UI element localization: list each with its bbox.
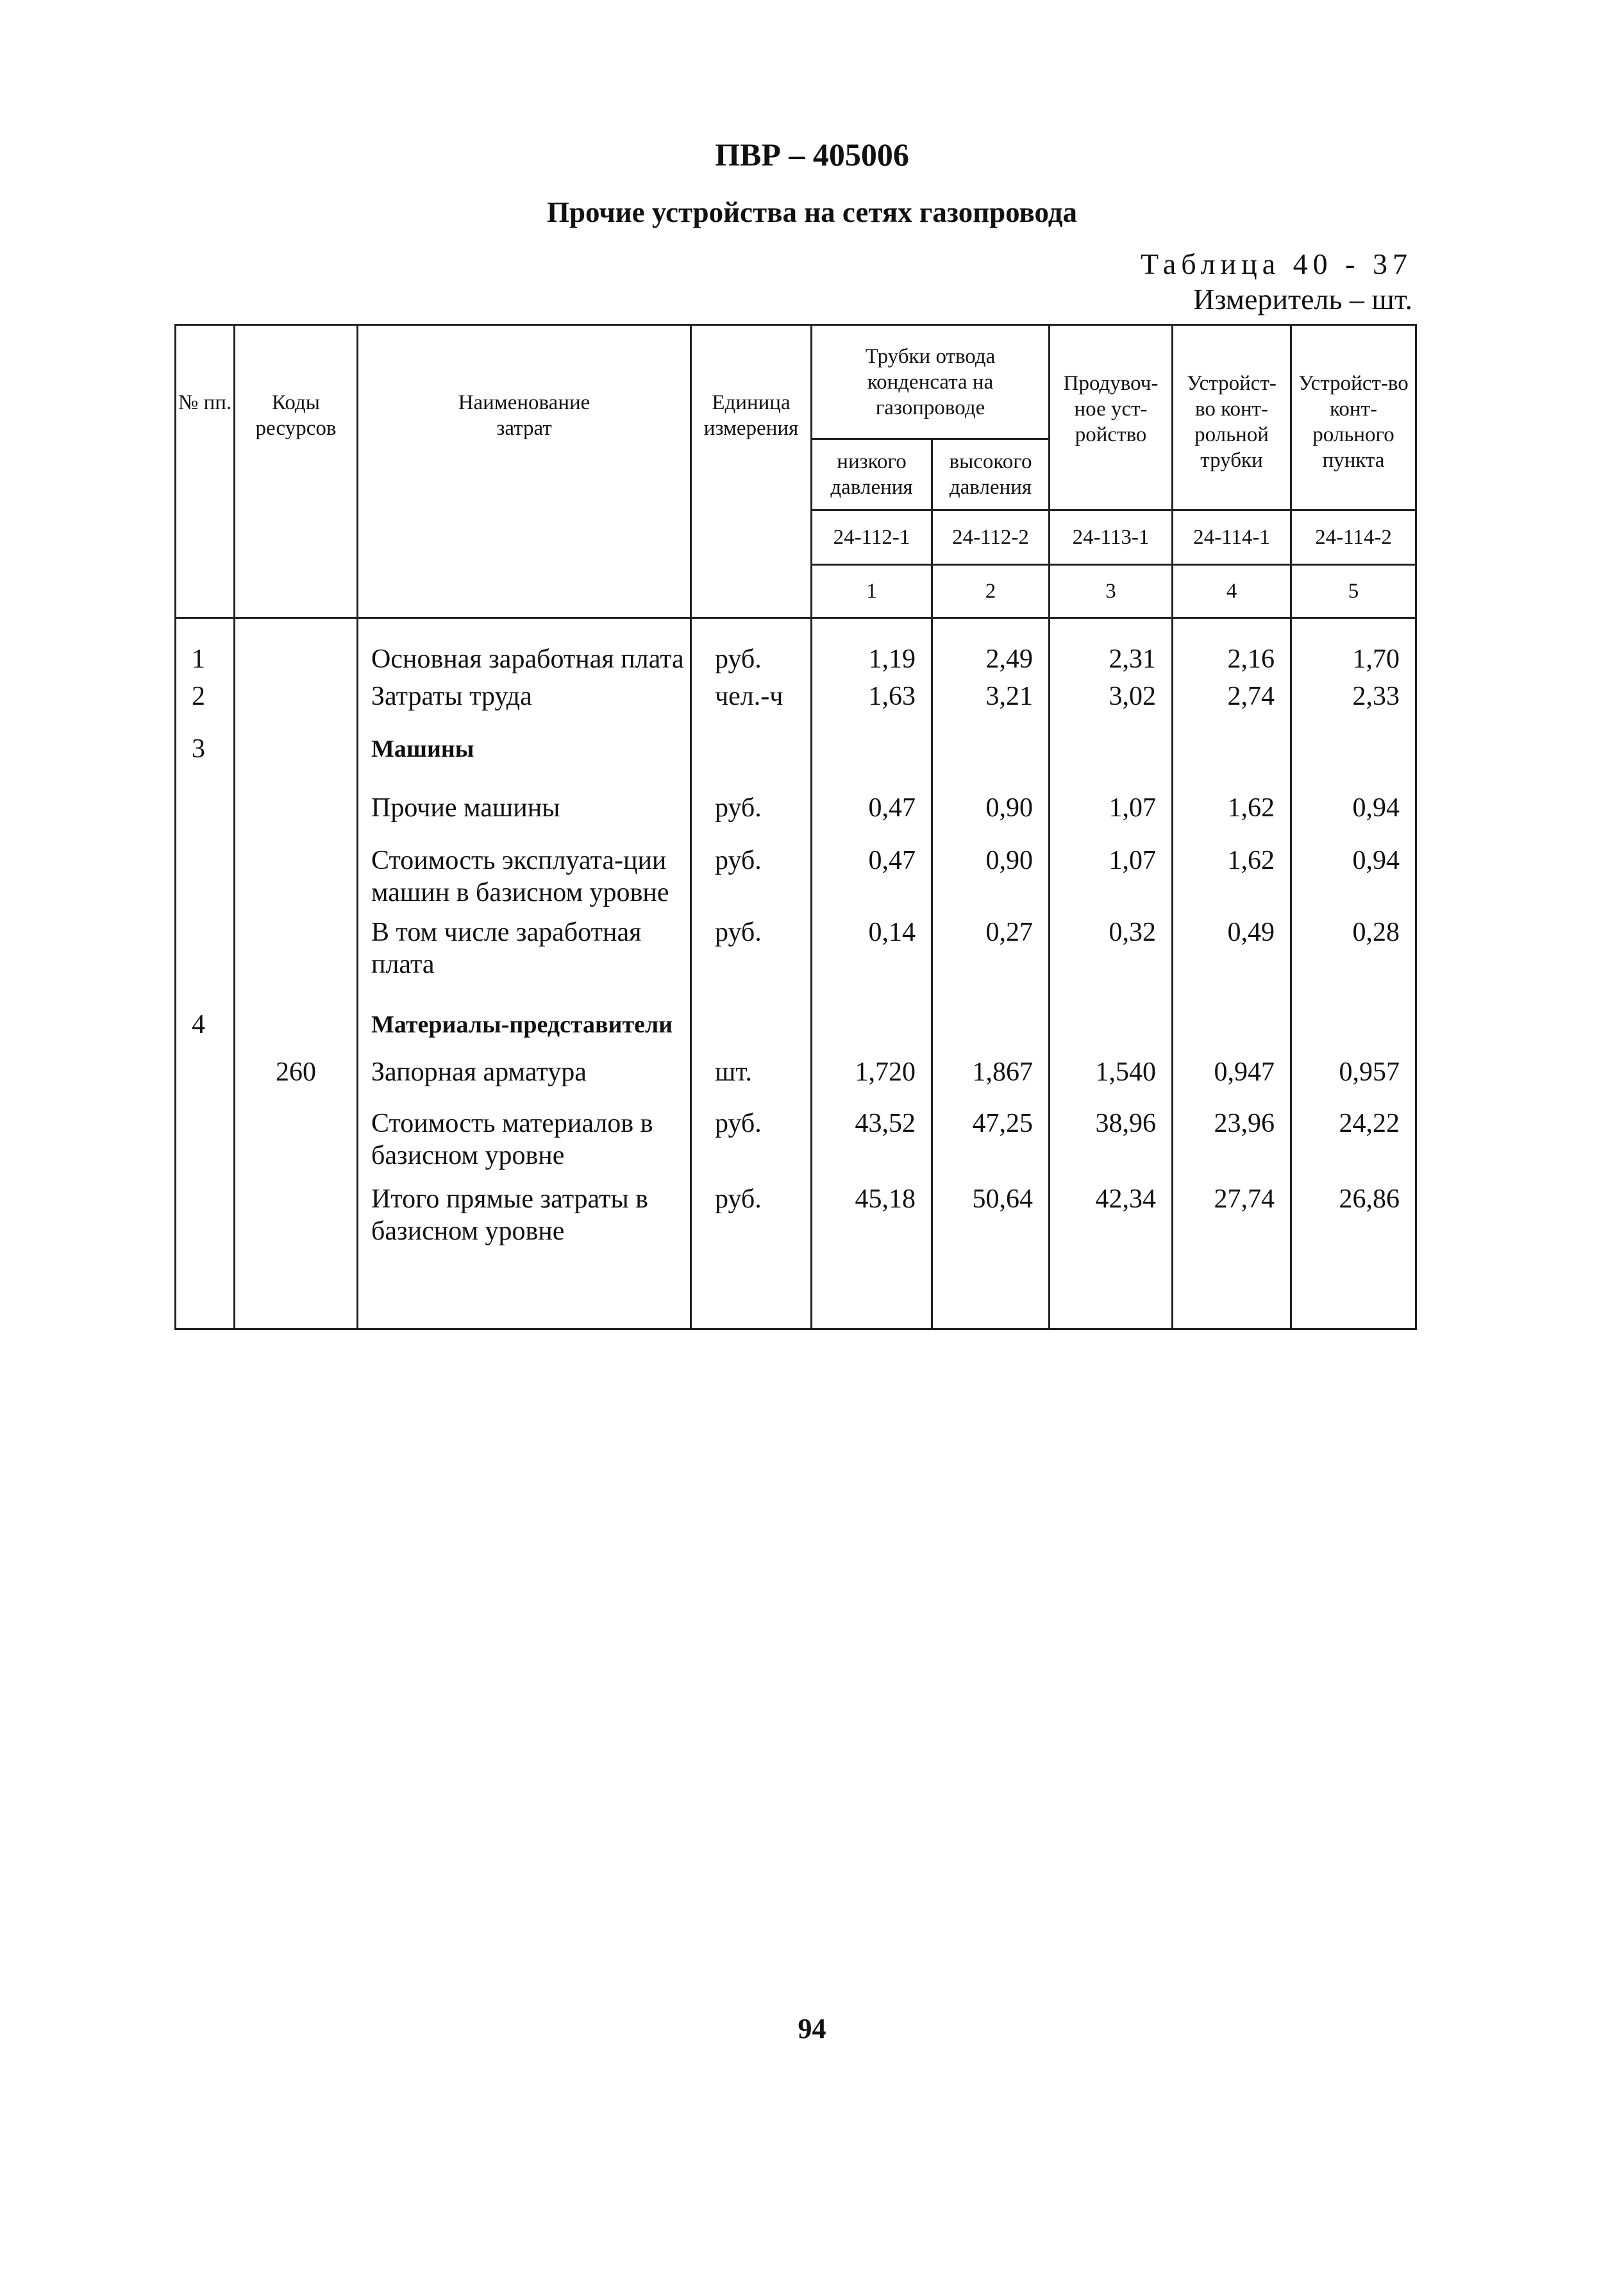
- row-value-2: 0,90: [932, 775, 1050, 833]
- row-unit: руб.: [691, 1095, 812, 1172]
- row-num: [176, 1046, 235, 1095]
- row-value-1: [812, 721, 932, 775]
- header-index-3: 3: [1050, 565, 1173, 618]
- row-unit: [691, 989, 812, 1046]
- row-value-4: 2,16: [1173, 618, 1291, 676]
- table-row: [176, 618, 1416, 676]
- header-unit: Единица измерения: [691, 325, 812, 618]
- row-value-4: 23,96: [1173, 1095, 1291, 1172]
- row-num: 3: [176, 721, 235, 775]
- row-num: 1: [176, 618, 235, 676]
- row-value-4: 1,62: [1173, 833, 1291, 909]
- row-value-3: 38,96: [1050, 1095, 1173, 1172]
- row-code: [235, 1095, 358, 1172]
- row-num: [176, 833, 235, 909]
- row-code: [235, 909, 358, 989]
- header-index-5: 5: [1291, 565, 1416, 618]
- row-value-2: 0,90: [932, 833, 1050, 909]
- row-value-1: 45,18: [812, 1172, 932, 1329]
- row-value-3: 1,07: [1050, 833, 1173, 909]
- row-value-2: 3,21: [932, 675, 1050, 721]
- row-code: [235, 618, 358, 676]
- row-num: 4: [176, 989, 235, 1046]
- row-num: [176, 775, 235, 833]
- row-value-5: 0,94: [1291, 775, 1416, 833]
- header-index-2: 2: [932, 565, 1050, 618]
- row-value-1: 1,19: [812, 618, 932, 676]
- document-title: ПВР – 405006: [715, 137, 909, 173]
- row-value-3: [1050, 721, 1173, 775]
- table-row: [176, 675, 1416, 721]
- row-value-5: 26,86: [1291, 1172, 1416, 1329]
- row-num: [176, 1172, 235, 1329]
- row-value-5: 1,70: [1291, 618, 1416, 676]
- row-value-1: [812, 989, 932, 1046]
- row-value-2: 47,25: [932, 1095, 1050, 1172]
- header-purge: Продувоч-ное уст-ройство: [1050, 325, 1173, 510]
- table-row: [176, 1172, 1416, 1329]
- header-low-pressure: низкого давления: [812, 439, 932, 510]
- header-code-2: 24-112-2: [932, 510, 1050, 565]
- row-num: [176, 909, 235, 989]
- row-value-3: 0,32: [1050, 909, 1173, 989]
- table-row: [176, 1046, 1416, 1095]
- row-value-3: [1050, 989, 1173, 1046]
- row-value-2: 50,64: [932, 1172, 1050, 1329]
- row-value-1: 0,47: [812, 833, 932, 909]
- row-unit: шт.: [691, 1046, 812, 1095]
- row-name: Материалы-представители: [358, 989, 691, 1046]
- header-code-5: 24-114-2: [1291, 510, 1416, 565]
- row-value-5: [1291, 989, 1416, 1046]
- row-code: [235, 1172, 358, 1329]
- table-unit: Измеритель – шт.: [1193, 283, 1412, 316]
- row-value-3: 1,07: [1050, 775, 1173, 833]
- table-row: [176, 775, 1416, 833]
- row-value-5: 0,28: [1291, 909, 1416, 989]
- row-value-4: 1,62: [1173, 775, 1291, 833]
- row-unit: руб.: [691, 1172, 812, 1329]
- row-unit: [691, 721, 812, 775]
- table-row: [176, 1095, 1416, 1172]
- row-value-4: 27,74: [1173, 1172, 1291, 1329]
- row-name: Запорная арматура: [358, 1046, 691, 1095]
- row-value-5: 2,33: [1291, 675, 1416, 721]
- row-code: [235, 833, 358, 909]
- table-row: [176, 833, 1416, 909]
- header-num: № пп.: [176, 325, 235, 618]
- table-row: [176, 909, 1416, 989]
- row-unit: чел.-ч: [691, 675, 812, 721]
- row-unit: руб.: [691, 833, 812, 909]
- table-header: [176, 325, 1416, 618]
- document-subtitle: Прочие устройства на сетях газопровода: [546, 196, 1078, 228]
- header-index-1: 1: [812, 565, 932, 618]
- row-value-2: 1,867: [932, 1046, 1050, 1095]
- row-name: Прочие машины: [358, 775, 691, 833]
- row-value-4: 0,947: [1173, 1046, 1291, 1095]
- header-code-4: 24-114-1: [1173, 510, 1291, 565]
- row-value-3: 42,34: [1050, 1172, 1173, 1329]
- row-value-5: 0,957: [1291, 1046, 1416, 1095]
- row-name: Машины: [358, 721, 691, 775]
- table-label: Таблица 40 - 37: [1140, 248, 1412, 280]
- row-value-2: [932, 989, 1050, 1046]
- row-value-1: 1,720: [812, 1046, 932, 1095]
- row-name: В том числе заработная плата: [358, 909, 691, 989]
- header-high-pressure: высокого давления: [932, 439, 1050, 510]
- row-name: Основная заработная плата: [358, 618, 691, 676]
- header-code-1: 24-112-1: [812, 510, 932, 565]
- row-unit: руб.: [691, 618, 812, 676]
- row-value-3: 3,02: [1050, 675, 1173, 721]
- header-group-condensate: Трубки отвода конденсата на газопроводе: [812, 325, 1050, 439]
- row-unit: руб.: [691, 775, 812, 833]
- header-code-3: 24-113-1: [1050, 510, 1173, 565]
- row-value-5: [1291, 721, 1416, 775]
- row-value-2: 2,49: [932, 618, 1050, 676]
- row-value-5: 0,94: [1291, 833, 1416, 909]
- row-name: Итого прямые затраты в базисном уровне: [358, 1172, 691, 1329]
- table-row: [176, 989, 1416, 1046]
- row-value-1: 1,63: [812, 675, 932, 721]
- header-control-tube: Устройст-во конт-рольной трубки: [1173, 325, 1291, 510]
- row-value-1: 0,14: [812, 909, 932, 989]
- row-unit: руб.: [691, 909, 812, 989]
- row-value-4: [1173, 989, 1291, 1046]
- header-codes: Коды ресурсов: [235, 325, 358, 618]
- table-row: [176, 721, 1416, 775]
- cost-table: [174, 324, 1417, 1330]
- row-value-3: 1,540: [1050, 1046, 1173, 1095]
- row-code: [235, 675, 358, 721]
- row-value-1: 0,47: [812, 775, 932, 833]
- row-value-4: [1173, 721, 1291, 775]
- row-code: 260: [235, 1046, 358, 1095]
- row-value-4: 2,74: [1173, 675, 1291, 721]
- header-index-4: 4: [1173, 565, 1291, 618]
- row-value-3: 2,31: [1050, 618, 1173, 676]
- row-num: [176, 1095, 235, 1172]
- row-code: [235, 721, 358, 775]
- row-num: 2: [176, 675, 235, 721]
- row-name: Стоимость эксплуата-ции машин в базисном уровне: [358, 833, 691, 909]
- row-value-2: 0,27: [932, 909, 1050, 989]
- header-name: Наименование затрат: [358, 325, 691, 618]
- row-value-4: 0,49: [1173, 909, 1291, 989]
- row-code: [235, 775, 358, 833]
- row-value-1: 43,52: [812, 1095, 932, 1172]
- row-code: [235, 989, 358, 1046]
- row-value-5: 24,22: [1291, 1095, 1416, 1172]
- page-number: 94: [798, 2013, 826, 2044]
- row-name: Стоимость материалов в базисном уровне: [358, 1095, 691, 1172]
- row-value-2: [932, 721, 1050, 775]
- row-name: Затраты труда: [358, 675, 691, 721]
- header-control-point: Устройст-во конт-рольного пункта: [1291, 325, 1416, 510]
- table-body: [176, 618, 1416, 1329]
